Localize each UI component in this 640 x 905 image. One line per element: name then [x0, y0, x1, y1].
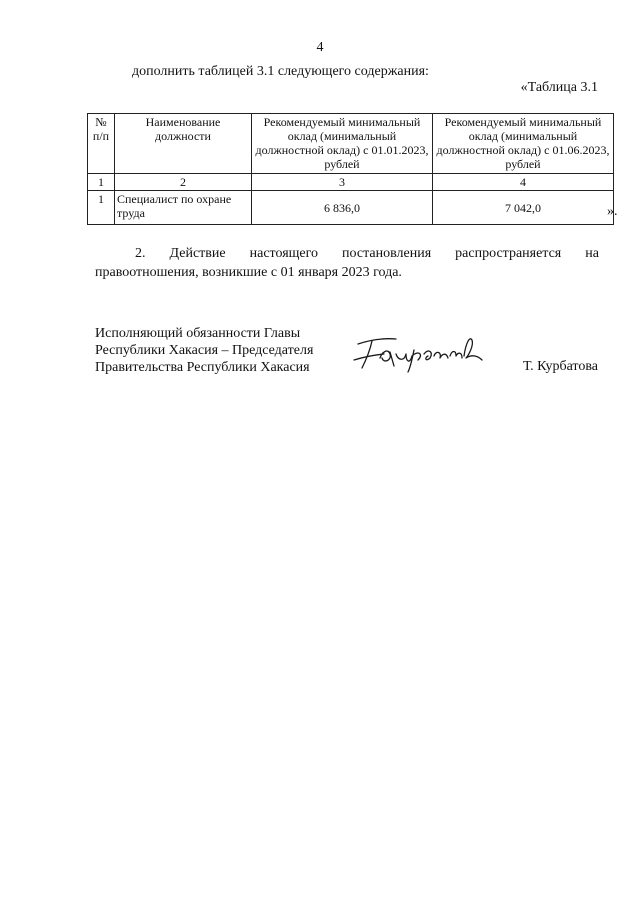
header-cell-position: Наименование должности [115, 114, 252, 174]
signatory-title-line: Республики Хакасия – Председателя [95, 343, 314, 358]
signatory-title [95, 325, 313, 376]
row-number-cell: 1 [88, 191, 115, 225]
header-cell-number: № п/п [88, 114, 115, 174]
salary-table [87, 113, 614, 225]
signatory-title-line: Исполняющий обязанности Главы [95, 326, 301, 341]
paragraph-line-2: правоотношения, возникшие с 01 января 2023 года. [95, 265, 402, 280]
salary-jun-cell: 7 042,0 [433, 191, 614, 225]
paragraph-line-1 [95, 244, 599, 263]
handwritten-signature-icon [350, 330, 490, 376]
paragraph-word: настоящего [249, 246, 319, 261]
paragraph-word: постановления [342, 246, 432, 261]
header-cell-salary-jan: Рекомендуемый минимальный оклад (минимальный должностной оклад) с 01.01.2023, рублей [252, 114, 433, 174]
paragraph-word: 2. [135, 246, 146, 261]
table-header-row [88, 114, 614, 174]
column-number-cell: 4 [433, 174, 614, 191]
signatory-title-line: Правительства Республики Хакасия [95, 360, 310, 375]
table-caption: «Таблица 3.1 [520, 80, 598, 95]
paragraph-word: распространяется [455, 246, 562, 261]
page-number: 4 [316, 40, 324, 55]
column-number-cell: 1 [88, 174, 115, 191]
signer-name: Т. Курбатова [523, 359, 598, 374]
position-name-cell: Специалист по охране труда [115, 191, 252, 225]
paragraph-word: Действие [169, 246, 226, 261]
table-row [88, 191, 614, 225]
column-number-cell: 3 [252, 174, 433, 191]
paragraph-word: на [585, 246, 599, 261]
closing-quote: ». [607, 204, 618, 219]
header-cell-salary-jun: Рекомендуемый минимальный оклад (минимальный должностной оклад) с 01.06.2023, рублей [433, 114, 614, 174]
intro-text: дополнить таблицей 3.1 следующего содержания: [132, 64, 429, 79]
table-column-numbers-row [88, 174, 614, 191]
column-number-cell: 2 [115, 174, 252, 191]
salary-jan-cell: 6 836,0 [252, 191, 433, 225]
paragraph-2 [95, 244, 599, 282]
